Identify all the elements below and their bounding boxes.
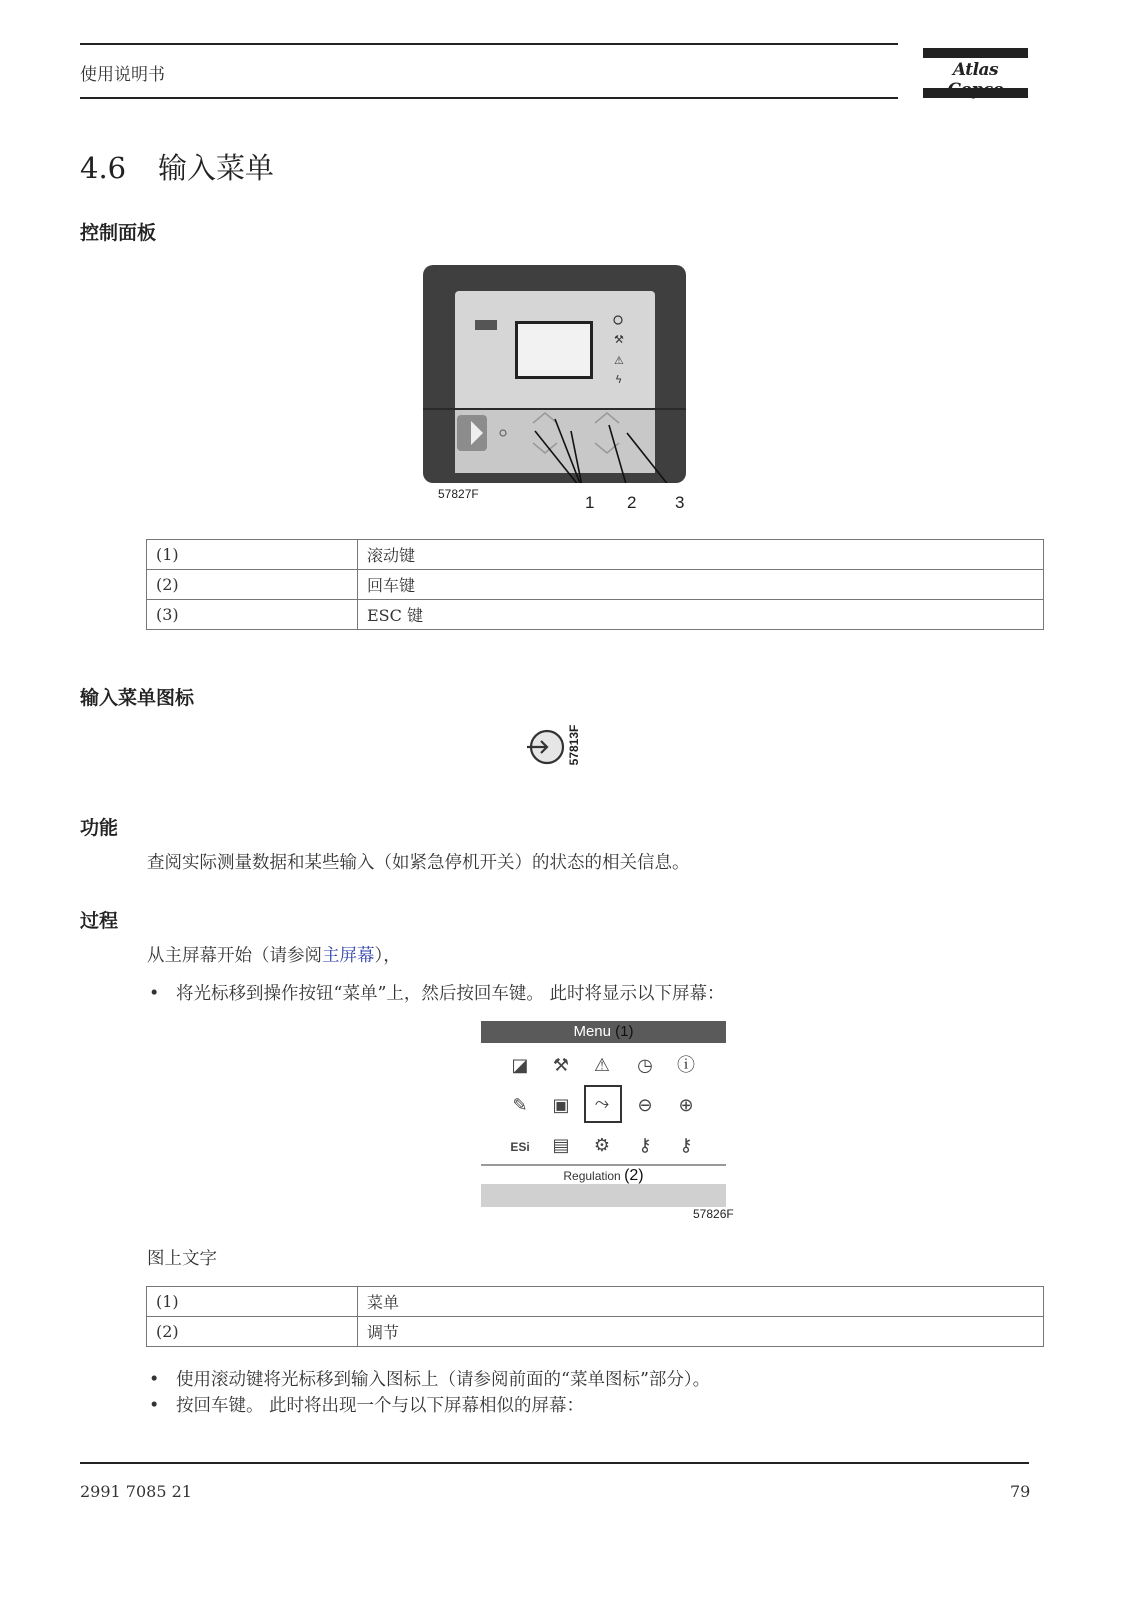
legend-label: 图上文字 xyxy=(147,1249,217,1269)
key-icon: ⚷ xyxy=(638,1135,652,1156)
legend-table xyxy=(146,1286,1044,1347)
bullet-text: 使用滚动键将光标移到输入图标上（请参阅前面的“菜单图标”部分）。 xyxy=(176,1370,711,1390)
service-icon: ⚒ xyxy=(614,333,624,346)
menu-footer-bar xyxy=(481,1184,726,1207)
procedure-intro-suffix: ）， xyxy=(374,946,401,966)
list-item: • 使用滚动键将光标移到输入图标上（请参阅前面的“菜单图标”部分）。 xyxy=(149,1370,711,1390)
table-cell-label: 调节 xyxy=(358,1317,1044,1347)
menu-title: Menu xyxy=(573,1023,611,1040)
regulation-icon: ⤳ xyxy=(594,1093,610,1114)
list-item: • 按回车键。 此时将出现一个与以下屏幕相似的屏幕： xyxy=(149,1396,585,1416)
menu-status-bar xyxy=(481,1167,726,1185)
list-item: • 将光标移到操作按钮“菜单”上，然后按回车键。 此时将显示以下屏幕： xyxy=(149,984,725,1004)
page-number: 79 xyxy=(1010,1482,1031,1501)
table-cell-ref: (3) xyxy=(147,600,358,630)
logo-text: Atlas xyxy=(952,60,999,80)
callout-3: 3 xyxy=(675,493,685,512)
table-cell-label: 回车键 xyxy=(358,570,1044,600)
table-cell-ref: (1) xyxy=(147,540,358,570)
procedure-intro-prefix: 从主屏幕开始（请参阅 xyxy=(147,946,322,966)
warning-status-icon: ⚠ xyxy=(614,354,624,367)
main-screen-link[interactable]: 主屏幕 xyxy=(322,946,375,966)
table-cell-ref: (1) xyxy=(147,1287,358,1317)
procedure-heading: 过程 xyxy=(80,910,119,932)
icon-figure-code xyxy=(566,720,582,772)
icon-figure-code-text: 57813F xyxy=(567,724,581,766)
section-title xyxy=(80,146,274,187)
callout-2: 2 xyxy=(627,493,637,512)
menu-figure-code: 57826F xyxy=(693,1207,734,1221)
panel-figure-code: 57827F xyxy=(438,487,479,501)
power-icon xyxy=(614,316,622,324)
footer-rule xyxy=(80,1462,1029,1464)
display-icon: ▣ xyxy=(552,1095,570,1116)
clock-icon: ◷ xyxy=(637,1055,653,1076)
table-cell-label: ESC 键 xyxy=(358,600,1044,630)
function-heading: 功能 xyxy=(80,817,119,839)
voltage-icon: ϟ xyxy=(615,373,623,386)
settings-check-icon: ✎ xyxy=(512,1095,528,1116)
info-icon: ⓘ xyxy=(677,1055,695,1076)
key-table xyxy=(146,539,1044,630)
function-text: 查阅实际测量数据和某些输入（如紧急停机开关）的状态的相关信息。 xyxy=(147,853,690,873)
table-row xyxy=(147,1287,1044,1317)
table-cell-label: 滚动键 xyxy=(358,540,1044,570)
table-row xyxy=(147,540,1044,570)
table-row xyxy=(147,600,1044,630)
header-title: 使用说明书 xyxy=(80,65,165,85)
control-panel-image xyxy=(423,265,686,483)
header-rule-top xyxy=(80,43,898,45)
save-icon: ▤ xyxy=(552,1135,570,1156)
menu-status-ref: (2) xyxy=(624,1167,644,1184)
icon-section-heading: 输入菜单图标 xyxy=(80,687,195,709)
section-title-text: 输入菜单 xyxy=(158,151,275,185)
header-rule-bottom xyxy=(80,97,898,99)
input-icon: ⊖ xyxy=(637,1095,653,1116)
section-number: 4.6 xyxy=(80,151,127,185)
key2-icon: ⚷ xyxy=(679,1135,693,1156)
table-cell-label: 菜单 xyxy=(358,1287,1044,1317)
warning-icon: ⚠ xyxy=(593,1055,611,1076)
table-row xyxy=(147,570,1044,600)
callout-1: 1 xyxy=(585,493,595,512)
menu-screen-image xyxy=(481,1021,726,1207)
footer-doc-number: 2991 7085 21 xyxy=(80,1482,192,1501)
menu-title-ref: (1) xyxy=(615,1023,634,1040)
menu-divider xyxy=(481,1164,726,1166)
menu-status: Regulation xyxy=(563,1169,621,1183)
output-icon: ⊕ xyxy=(678,1095,694,1116)
control-panel-heading: 控制面板 xyxy=(80,222,157,244)
atlas-copco-logo xyxy=(923,48,1028,98)
menu-title-bar xyxy=(481,1021,726,1043)
wrench-icon: ⚒ xyxy=(552,1055,570,1076)
esi-icon: ESi xyxy=(510,1140,530,1154)
gear-icon: ⚙ xyxy=(593,1135,611,1156)
bullet-text: 按回车键。 此时将出现一个与以下屏幕相似的屏幕： xyxy=(176,1396,585,1416)
procedure-intro xyxy=(147,942,401,967)
bullet-text: 将光标移到操作按钮“菜单”上，然后按回车键。 此时将显示以下屏幕： xyxy=(176,984,725,1004)
table-cell-ref: (2) xyxy=(147,570,358,600)
chart-icon: ◪ xyxy=(511,1055,529,1076)
table-row xyxy=(147,1317,1044,1347)
input-menu-icon xyxy=(525,727,565,767)
table-cell-ref: (2) xyxy=(147,1317,358,1347)
